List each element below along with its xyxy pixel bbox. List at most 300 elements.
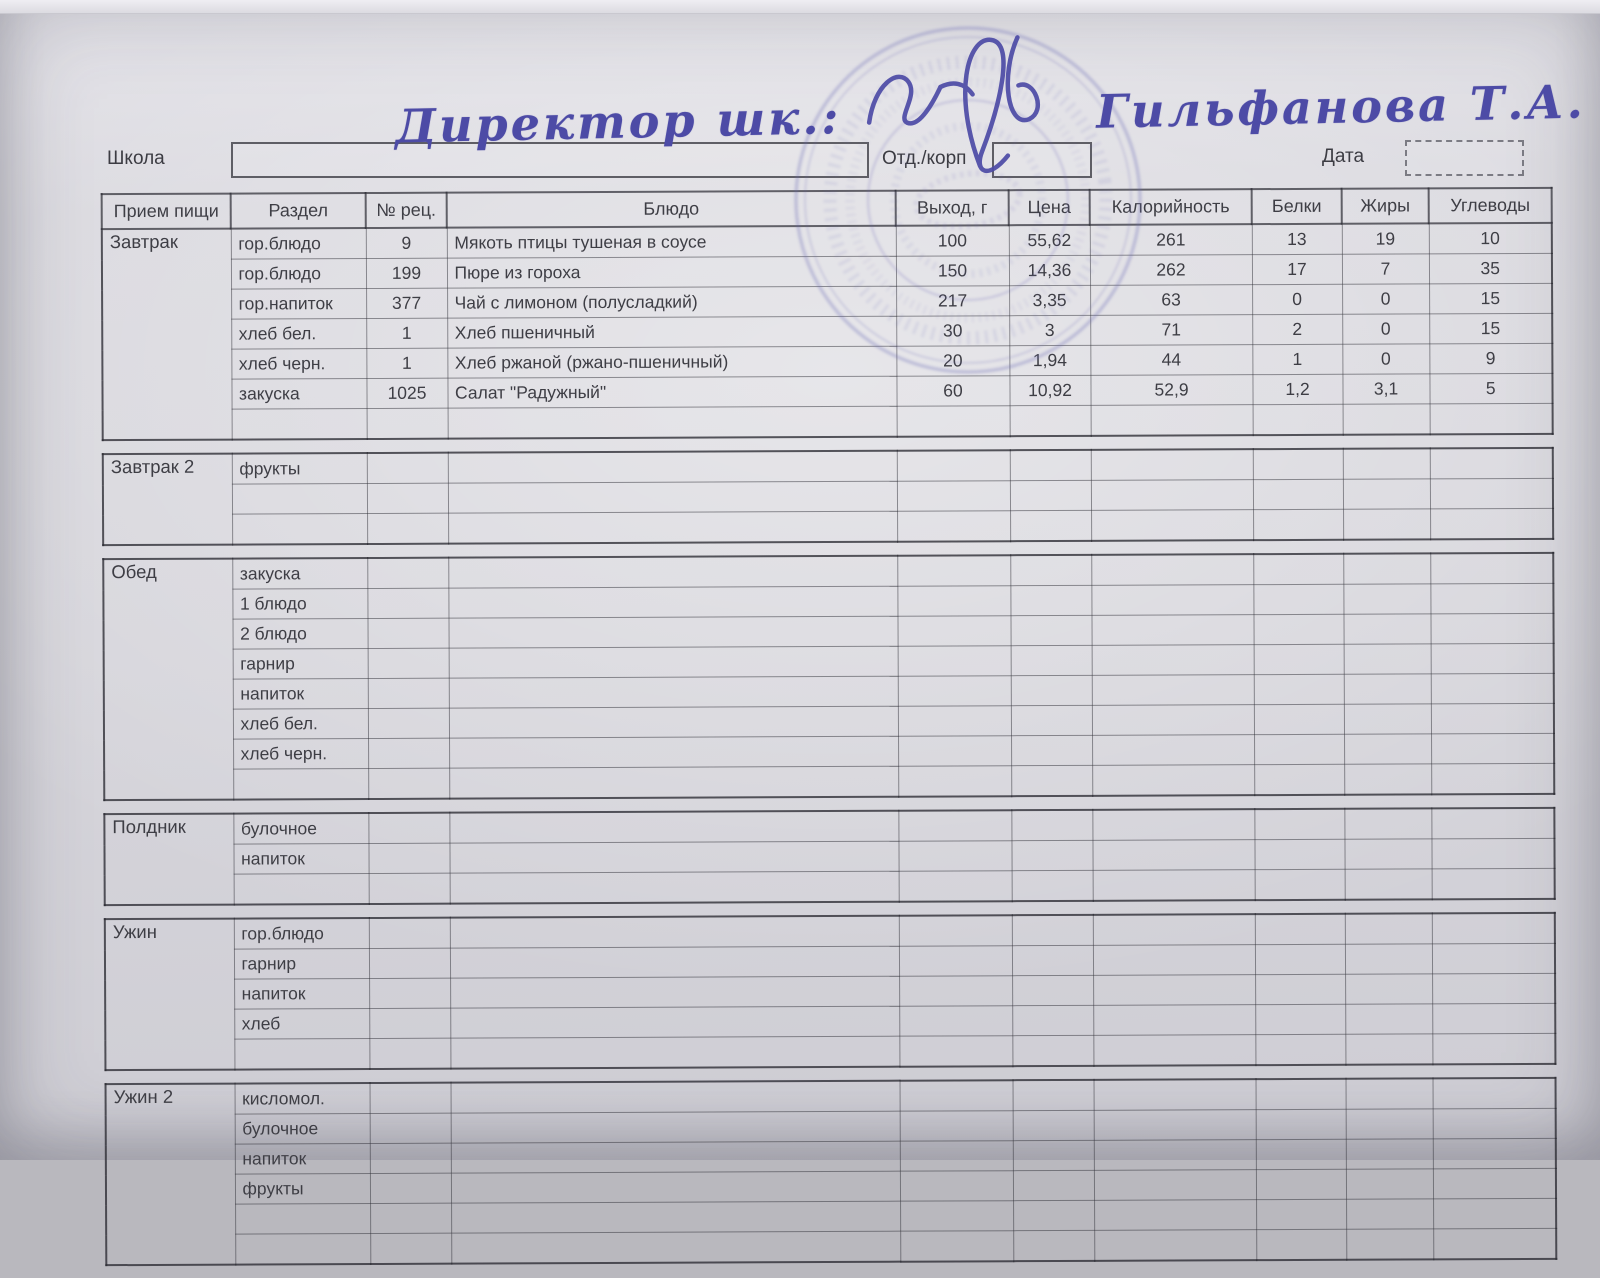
cell-carbs — [1430, 448, 1553, 479]
cell-fats: 0 — [1342, 344, 1429, 374]
cell-razdel: гор.блюдо — [234, 918, 369, 949]
cell-razdel: гарнир — [234, 949, 369, 980]
cell-carbs — [1430, 403, 1553, 434]
cell-fats: 0 — [1342, 314, 1429, 344]
cell-dish — [448, 511, 897, 543]
cell-fats — [1344, 808, 1431, 839]
cell-dish: Салат "Радужный" — [447, 376, 896, 408]
cell-price — [1012, 915, 1093, 946]
cell-dish — [449, 841, 898, 873]
cell-proteins — [1256, 1079, 1346, 1110]
cell-carbs: 35 — [1429, 253, 1552, 284]
cell-carbs — [1433, 1228, 1556, 1259]
cell-razdel: хлеб бел. — [233, 709, 368, 740]
cell-output — [899, 871, 1012, 902]
cell-price — [1013, 1110, 1094, 1140]
cell-proteins: 2 — [1252, 314, 1342, 344]
dept-label: Отд./корп — [882, 148, 967, 169]
cell-output — [898, 766, 1011, 797]
cell-calories — [1091, 615, 1253, 646]
cell-output — [899, 1036, 1012, 1067]
cell-proteins — [1253, 554, 1343, 585]
meal-name: Завтрак 2 — [103, 454, 232, 546]
cell-proteins — [1253, 479, 1343, 509]
cell-calories: 262 — [1090, 255, 1252, 286]
cell-recipe-no — [369, 948, 450, 978]
cell-calories — [1092, 645, 1254, 676]
cell-carbs — [1430, 553, 1553, 584]
menu-section-обед — [102, 552, 1555, 801]
cell-dish — [451, 1081, 900, 1113]
cell-recipe-no — [368, 678, 449, 708]
cell-dish — [448, 586, 897, 618]
cell-price — [1013, 1080, 1094, 1111]
cell-calories — [1091, 510, 1253, 541]
cell-dish — [449, 811, 898, 843]
cell-razdel: гор.напиток — [231, 289, 366, 320]
menu-section-завтрак-2 — [102, 447, 1554, 546]
cell-carbs: 15 — [1429, 283, 1552, 314]
cell-price — [1013, 1200, 1094, 1230]
cell-dish: Хлеб пшеничный — [447, 316, 896, 348]
cell-dish — [449, 706, 898, 738]
cell-calories: 52,9 — [1090, 375, 1252, 406]
cell-output: 60 — [896, 376, 1009, 406]
cell-carbs — [1431, 808, 1554, 839]
paper-fold — [0, 0, 1600, 14]
cell-razdel: хлеб бел. — [231, 319, 366, 350]
cell-carbs — [1433, 1168, 1556, 1199]
cell-fats — [1344, 644, 1431, 674]
cell-razdel — [232, 484, 367, 515]
meal-name: Обед — [103, 559, 233, 801]
cell-output — [900, 1080, 1013, 1111]
cell-calories — [1092, 840, 1254, 871]
cell-calories — [1094, 1140, 1256, 1171]
cell-proteins — [1253, 614, 1343, 644]
cell-output — [897, 406, 1010, 437]
cell-calories: 44 — [1090, 345, 1252, 376]
signature — [859, 22, 1077, 191]
table-row — [105, 868, 1555, 905]
cell-proteins — [1256, 1229, 1346, 1260]
cell-dish — [450, 1036, 899, 1068]
cell-carbs — [1430, 508, 1553, 539]
cell-carbs — [1431, 703, 1554, 734]
cell-price — [1010, 555, 1091, 586]
cell-price — [1012, 975, 1093, 1005]
cell-price: 1,94 — [1009, 345, 1090, 375]
cell-fats — [1343, 553, 1430, 584]
cell-razdel: фрукты — [232, 453, 367, 484]
cell-recipe-no — [370, 1113, 451, 1143]
cell-razdel: 2 блюдо — [232, 619, 367, 650]
cell-recipe-no — [367, 618, 448, 648]
cell-price — [1011, 765, 1092, 796]
cell-fats: 0 — [1342, 284, 1429, 314]
cell-carbs — [1431, 643, 1554, 674]
cell-price — [1013, 1170, 1094, 1200]
cell-carbs — [1432, 943, 1555, 974]
cell-razdel — [235, 1204, 370, 1235]
cell-carbs — [1430, 583, 1553, 614]
cell-dish — [451, 1171, 900, 1203]
column-header: Раздел — [231, 193, 366, 229]
cell-fats — [1343, 479, 1430, 509]
cell-recipe-no: 199 — [366, 258, 447, 288]
cell-calories — [1094, 1230, 1256, 1261]
cell-proteins — [1256, 1169, 1346, 1199]
cell-fats — [1343, 404, 1430, 435]
cell-recipe-no: 9 — [366, 228, 447, 259]
table-row — [103, 403, 1553, 440]
cell-dish — [448, 556, 897, 588]
cell-proteins — [1253, 404, 1343, 435]
cell-recipe-no — [369, 873, 450, 904]
cell-proteins — [1253, 449, 1343, 480]
cell-output: 150 — [896, 256, 1009, 286]
cell-dish — [451, 1231, 900, 1263]
cell-proteins — [1256, 1199, 1346, 1229]
column-header: Выход, г — [896, 190, 1009, 225]
cell-calories — [1094, 1110, 1256, 1141]
cell-fats — [1346, 1229, 1433, 1260]
cell-price — [1012, 870, 1093, 901]
cell-calories — [1092, 765, 1254, 796]
column-header: Углеводы — [1429, 188, 1552, 224]
cell-fats — [1345, 1004, 1432, 1034]
cell-output — [900, 1171, 1013, 1201]
menu-table — [101, 187, 1556, 1278]
column-header: Жиры — [1342, 188, 1429, 223]
cell-price — [1013, 1230, 1094, 1261]
cell-output — [898, 706, 1011, 736]
cell-price — [1011, 810, 1092, 841]
cell-fats — [1346, 1139, 1433, 1169]
cell-proteins — [1254, 704, 1344, 734]
cell-razdel — [233, 769, 368, 800]
cell-dish — [450, 976, 899, 1008]
cell-price: 55,62 — [1009, 225, 1090, 256]
cell-price — [1012, 1035, 1093, 1066]
cell-carbs — [1432, 868, 1555, 899]
cell-output — [899, 915, 1012, 946]
cell-fats — [1344, 764, 1431, 795]
cell-fats — [1345, 913, 1432, 944]
cell-price: 10,92 — [1009, 375, 1090, 405]
meal-name: Завтрак — [102, 229, 232, 441]
cell-price — [1010, 585, 1091, 615]
cell-output — [898, 676, 1011, 706]
cell-proteins — [1254, 839, 1344, 869]
cell-price — [1010, 405, 1091, 436]
cell-output — [897, 450, 1010, 481]
cell-price — [1011, 675, 1092, 705]
cell-razdel: закуска — [231, 379, 366, 410]
cell-dish — [449, 676, 898, 708]
cell-calories — [1091, 480, 1253, 511]
cell-output — [898, 841, 1011, 871]
cell-proteins — [1255, 914, 1345, 945]
cell-output — [899, 1006, 1012, 1036]
cell-proteins — [1255, 974, 1345, 1004]
cell-output — [898, 646, 1011, 676]
cell-proteins: 0 — [1252, 284, 1342, 314]
meal-name: Полдник — [104, 814, 233, 906]
cell-calories — [1094, 1200, 1256, 1231]
cell-fats — [1345, 974, 1432, 1004]
cell-fats — [1344, 674, 1431, 704]
cell-carbs: 9 — [1429, 343, 1552, 374]
cell-dish — [448, 451, 897, 483]
cell-recipe-no: 1 — [366, 348, 447, 378]
cell-recipe-no — [370, 1233, 451, 1264]
cell-proteins — [1254, 674, 1344, 704]
cell-proteins — [1255, 1034, 1345, 1065]
cell-proteins — [1253, 509, 1343, 540]
cell-recipe-no: 377 — [366, 288, 447, 318]
cell-carbs — [1433, 1138, 1556, 1169]
cell-output: 100 — [896, 225, 1009, 256]
cell-fats — [1344, 839, 1431, 869]
cell-recipe-no — [367, 588, 448, 618]
cell-proteins — [1255, 869, 1345, 900]
cell-price — [1013, 1140, 1094, 1170]
cell-carbs — [1433, 1108, 1556, 1139]
cell-fats — [1346, 1109, 1433, 1139]
cell-calories — [1091, 554, 1253, 585]
cell-output — [898, 736, 1011, 766]
cell-fats — [1343, 584, 1430, 614]
cell-calories — [1094, 1170, 1256, 1201]
cell-carbs — [1431, 763, 1554, 794]
cell-fats — [1346, 1078, 1433, 1109]
cell-dish — [451, 1141, 900, 1173]
cell-recipe-no — [369, 978, 450, 1008]
cell-dish — [451, 1111, 900, 1143]
cell-fats: 7 — [1342, 254, 1429, 284]
cell-calories — [1091, 405, 1253, 436]
cell-razdel — [232, 409, 367, 440]
cell-proteins: 1 — [1252, 344, 1342, 374]
cell-output — [900, 1201, 1013, 1231]
column-header: Блюдо — [447, 191, 896, 228]
menu-section-ужин — [104, 912, 1557, 1071]
cell-carbs — [1433, 1198, 1556, 1229]
cell-razdel: гор.блюдо — [231, 259, 366, 290]
cell-output — [899, 976, 1012, 1006]
cell-calories — [1093, 870, 1255, 901]
cell-razdel: фрукты — [235, 1174, 370, 1205]
cell-fats — [1345, 869, 1432, 900]
cell-price — [1011, 840, 1092, 870]
menu-section-полдник — [103, 807, 1555, 906]
cell-calories: 261 — [1090, 224, 1252, 255]
cell-fats — [1343, 509, 1430, 540]
cell-fats — [1344, 734, 1431, 764]
cell-carbs: 15 — [1429, 313, 1552, 344]
cell-proteins — [1254, 734, 1344, 764]
cell-output — [900, 1141, 1013, 1171]
cell-razdel — [234, 1039, 369, 1070]
cell-calories — [1092, 735, 1254, 766]
handwritten-title: Директор шк.: — [394, 89, 842, 153]
cell-output — [897, 481, 1010, 511]
cell-recipe-no — [369, 1038, 450, 1069]
cell-fats — [1346, 1199, 1433, 1229]
cell-calories: 63 — [1090, 285, 1252, 316]
cell-carbs: 10 — [1429, 223, 1552, 254]
cell-dish — [449, 766, 898, 798]
cell-carbs — [1431, 733, 1554, 764]
cell-recipe-no — [368, 843, 449, 873]
cell-recipe-no — [367, 513, 448, 544]
cell-dish — [450, 1006, 899, 1038]
cell-razdel — [232, 514, 367, 545]
cell-razdel: гарнир — [233, 649, 368, 680]
cell-output: 217 — [896, 286, 1009, 316]
cell-fats — [1346, 1169, 1433, 1199]
cell-recipe-no — [369, 918, 450, 949]
cell-proteins — [1254, 764, 1344, 795]
cell-price: 14,36 — [1009, 255, 1090, 285]
cell-calories — [1091, 449, 1253, 480]
cell-price — [1012, 945, 1093, 975]
cell-output — [897, 511, 1010, 542]
cell-razdel: кисломол. — [235, 1083, 370, 1114]
column-header: № рец. — [366, 193, 447, 228]
cell-recipe-no — [368, 738, 449, 768]
cell-calories — [1093, 975, 1255, 1006]
meal-name: Ужин 2 — [106, 1084, 236, 1266]
cell-price — [1011, 705, 1092, 735]
cell-output — [898, 810, 1011, 841]
school-label: Школа — [107, 148, 165, 169]
cell-proteins — [1255, 944, 1345, 974]
cell-price — [1010, 480, 1091, 510]
cell-razdel: напиток — [233, 844, 368, 875]
column-header: Белки — [1252, 189, 1342, 224]
cell-calories — [1093, 914, 1255, 945]
table-row — [106, 1228, 1556, 1265]
cell-calories — [1093, 945, 1255, 976]
cell-proteins: 17 — [1252, 254, 1342, 284]
cell-proteins — [1256, 1139, 1346, 1169]
cell-razdel: хлеб черн. — [231, 349, 366, 380]
cell-carbs — [1431, 673, 1554, 704]
cell-calories — [1092, 675, 1254, 706]
cell-razdel: закуска — [232, 558, 367, 589]
cell-calories — [1093, 1005, 1255, 1036]
cell-dish — [449, 646, 898, 678]
cell-proteins — [1253, 584, 1343, 614]
cell-calories — [1092, 809, 1254, 840]
cell-fats — [1343, 448, 1430, 479]
cell-proteins: 1,2 — [1252, 374, 1342, 404]
cell-razdel: напиток — [234, 979, 369, 1010]
menu-section-завтрак — [101, 187, 1554, 441]
cell-recipe-no — [367, 483, 448, 513]
cell-carbs — [1432, 1033, 1555, 1064]
cell-fats — [1345, 1034, 1432, 1065]
cell-razdel: булочное — [235, 1114, 370, 1145]
date-label: Дата — [1322, 146, 1365, 167]
cell-carbs — [1433, 1078, 1556, 1109]
cell-recipe-no — [370, 1173, 451, 1203]
cell-recipe-no — [370, 1203, 451, 1233]
cell-proteins — [1255, 1004, 1345, 1034]
cell-output: 30 — [896, 316, 1009, 346]
cell-razdel: 1 блюдо — [232, 589, 367, 620]
cell-recipe-no — [367, 453, 448, 484]
cell-razdel: булочное — [233, 813, 368, 844]
cell-calories — [1094, 1079, 1256, 1110]
cell-price — [1011, 645, 1092, 675]
cell-recipe-no — [368, 768, 449, 799]
cell-recipe-no — [368, 813, 449, 844]
cell-fats — [1345, 944, 1432, 974]
cell-carbs: 5 — [1429, 373, 1552, 404]
cell-price — [1011, 735, 1092, 765]
column-header: Прием пищи — [102, 194, 231, 230]
cell-recipe-no — [367, 558, 448, 589]
cell-dish: Мякоть птицы тушеная в соусе — [447, 226, 896, 258]
cell-recipe-no — [369, 1008, 450, 1038]
cell-recipe-no — [370, 1143, 451, 1173]
cell-dish: Пюре из гороха — [447, 256, 896, 288]
cell-carbs — [1432, 1003, 1555, 1034]
cell-price — [1010, 450, 1091, 481]
cell-price: 3,35 — [1009, 285, 1090, 315]
cell-fats: 3,1 — [1342, 374, 1429, 404]
cell-output — [897, 555, 1010, 586]
cell-recipe-no — [368, 648, 449, 678]
cell-dish — [451, 1201, 900, 1233]
meal-name: Ужин — [105, 919, 235, 1071]
cell-razdel: напиток — [233, 679, 368, 710]
cell-output: 20 — [896, 346, 1009, 376]
cell-fats — [1343, 614, 1430, 644]
cell-razdel — [234, 874, 369, 905]
cell-recipe-no — [367, 408, 448, 439]
table-row — [103, 508, 1553, 545]
cell-price: 3 — [1009, 315, 1090, 345]
cell-razdel: напиток — [235, 1144, 370, 1175]
cell-calories — [1091, 585, 1253, 616]
cell-price — [1012, 1005, 1093, 1035]
cell-dish — [450, 916, 899, 948]
cell-recipe-no: 1025 — [366, 378, 447, 408]
cell-price — [1010, 615, 1091, 645]
table-row — [105, 1033, 1555, 1070]
cell-calories — [1093, 1035, 1255, 1066]
cell-recipe-no — [368, 708, 449, 738]
cell-razdel: хлеб — [234, 1009, 369, 1040]
cell-output — [900, 1111, 1013, 1141]
cell-output — [897, 586, 1010, 616]
column-header: Калорийность — [1090, 189, 1252, 225]
cell-dish: Хлеб ржаной (ржано-пшеничный) — [447, 346, 896, 378]
cell-proteins — [1254, 809, 1344, 840]
menu-section-ужин-2 — [105, 1077, 1558, 1266]
cell-razdel — [235, 1234, 370, 1265]
cell-output — [897, 616, 1010, 646]
cell-calories — [1092, 705, 1254, 736]
cell-dish — [449, 736, 898, 768]
cell-carbs — [1431, 838, 1554, 869]
cell-output — [899, 946, 1012, 976]
cell-output — [900, 1231, 1013, 1262]
